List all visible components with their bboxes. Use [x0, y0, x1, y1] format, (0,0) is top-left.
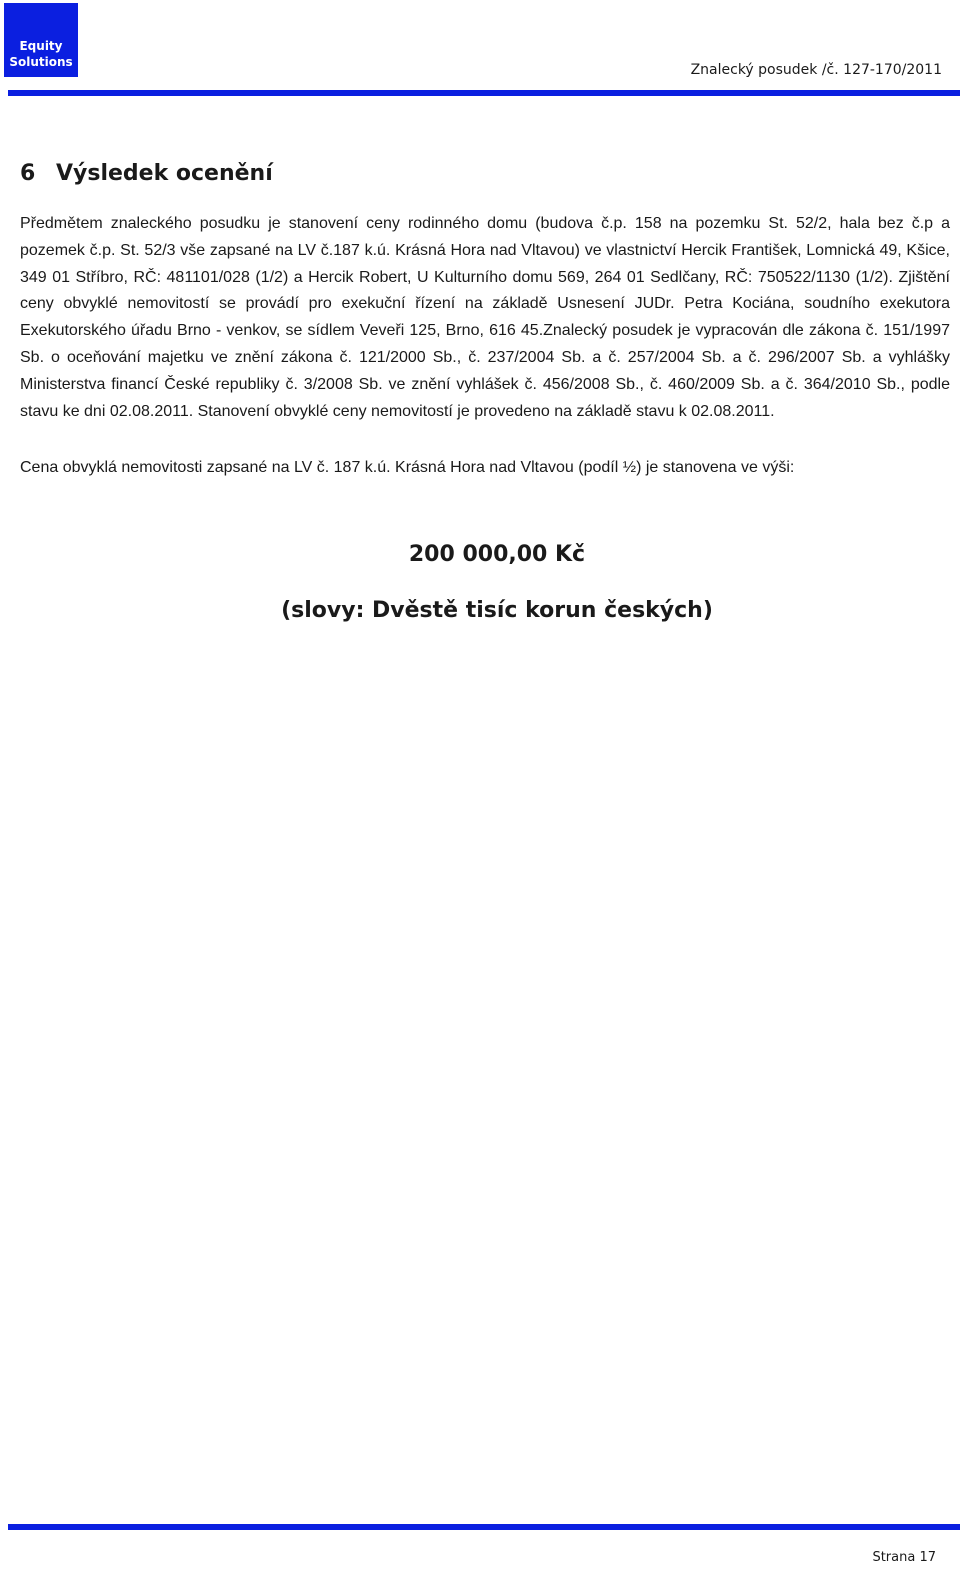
page-number: Strana 17	[872, 1550, 936, 1565]
logo-line-1: Equity	[19, 39, 63, 53]
valuation-amount: 200 000,00 Kč	[408, 542, 586, 567]
footer-divider	[8, 1524, 960, 1530]
logo-line-2: Solutions	[9, 55, 73, 69]
company-logo	[4, 3, 78, 77]
valuation-amount-in-words: (slovy: Dvěstě tisíc korun českých)	[281, 598, 713, 623]
body-paragraph: Předmětem znaleckého posudku je stanovení ceny rodinného domu (budova č.p. 158 na pozemku St. 52/2, hala bez č.p a pozemek č.p. St. 52/3 vše zapsané na LV č.187 k.ú. Krásná Hora nad Vltavou) ve vlastnictví Hercik František, Lomnická 49, Kšice, 349 01 Stříbro, RČ: 481101/028 (1/2) a Hercik Robert, U Kulturního domu 569, 264 01 Sedlčany, RČ: 750522/1130 (1/2). Zjištění ceny obvyklé nemovitostí se provádí pro exekuční řízení na základě Usnesení JUDr. Petra Kociána, soudního exekutora Exekutorského úřadu Brno - venkov, se sídlem Veveři 125, Brno, 616 45.Znalecký posudek je vypracován dle zákona č. 151/1997 Sb. o oceňování majetku ve znění zákona č. 121/2000 Sb., č. 237/2004 Sb. a č. 257/2004 Sb. a č. 296/2007 Sb. a vyhlášky Ministerstva financí České republiky č. 3/2008 Sb. ve znění vyhlášek č. 456/2008 Sb., č. 460/2009 Sb. a č. 364/2010 Sb., podle stavu ke dni 02.08.2011. Stanovení obvyklé ceny nemovitostí je provedeno na základě stavu k 02.08.2011.	[20, 215, 950, 420]
document-reference: Znalecký posudek /č. 127-170/2011	[690, 62, 942, 78]
section-number: 6	[20, 161, 36, 186]
section-heading	[20, 158, 273, 190]
section-title: Výsledek ocenění	[56, 161, 273, 186]
price-intro: Cena obvyklá nemovitosti zapsané na LV č. 187 k.ú. Krásná Hora nad Vltavou (podíl ½) je stanovena ve výši:	[20, 459, 795, 476]
header-divider	[8, 90, 960, 96]
